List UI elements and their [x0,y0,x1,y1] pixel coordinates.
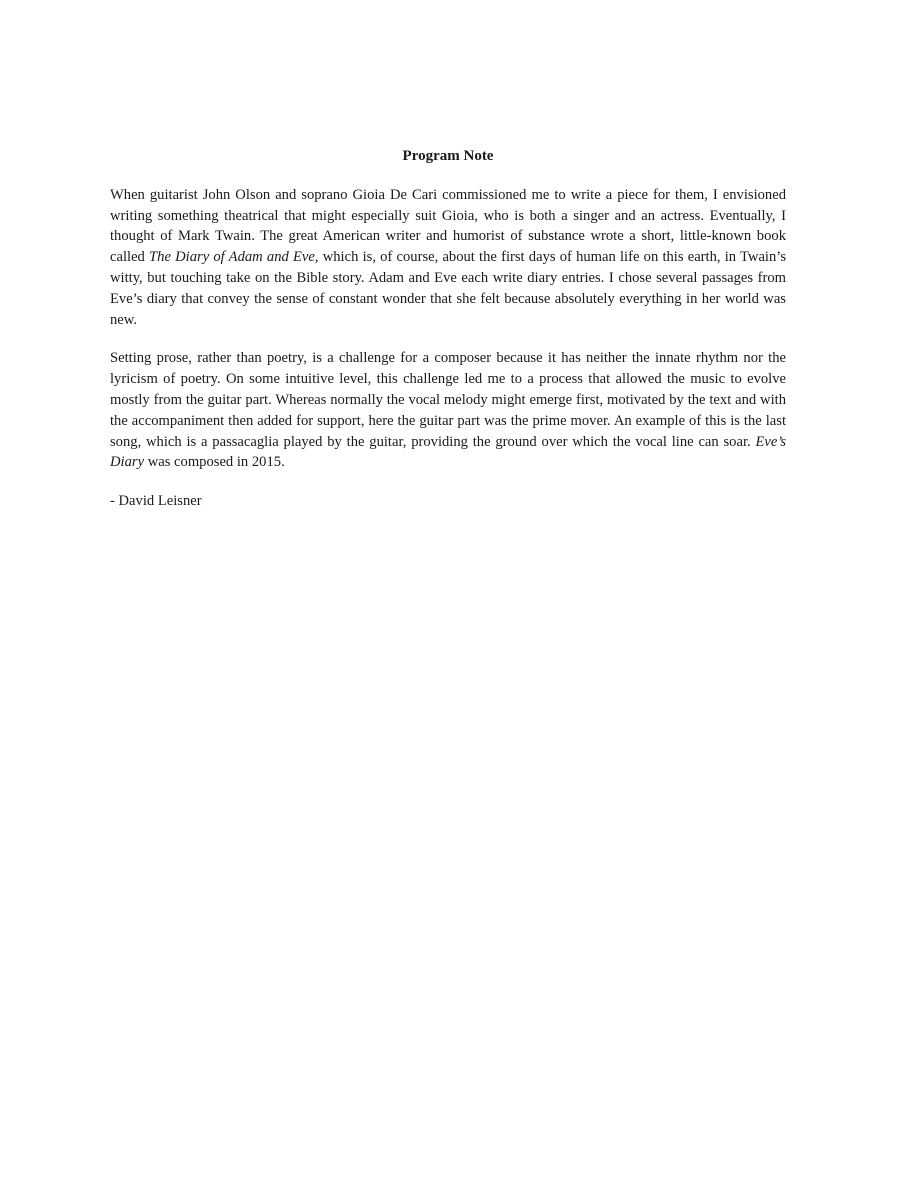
paragraph-composition [110,348,786,473]
paragraph-text: , which is, of course, about the first days of human life on this earth, in Twain’s witty, but touching take on the Bible story. Adam and Eve each write diary entries. I chose several passages from Eve’s diary that convey the sense of constant wonder that she felt because absolutely everything in her world was new. [110,249,787,328]
page-title: Program Note [402,148,494,164]
work-title: Eve’s Diary [110,433,786,471]
program-note-page [110,146,786,512]
paragraph-text: When guitarist John Olson and soprano Gioia De Cari commissioned me to write a piece for them, I envisioned writing something theatrical that might especially suit Gioia, who is both a singer and an actress. Eventually, I thought of Mark Twain. The great American writer and humorist of substance wrote a short, little-known book called [110,186,786,266]
paragraph-text: was composed in 2015. [144,454,285,471]
book-title: The Diary of Adam and Eve [149,249,315,266]
paragraph-text: Setting prose, rather than poetry, is a challenge for a composer because it has neither the innate rhythm nor the lyricism of poetry. On some intuitive level, this challenge led me to a process that allowed the music to evolve mostly from the guitar part. Whereas normally the vocal melody might emerge first, motivated by the text and with the accompaniment then added for support, here the guitar part was the prime mover. An example of this is the last song, which is a passacaglia played by the guitar, providing the ground over which the vocal line can soar. [110,350,786,450]
author-signature: - David Leisner [110,493,202,510]
paragraph-commission [110,185,786,331]
